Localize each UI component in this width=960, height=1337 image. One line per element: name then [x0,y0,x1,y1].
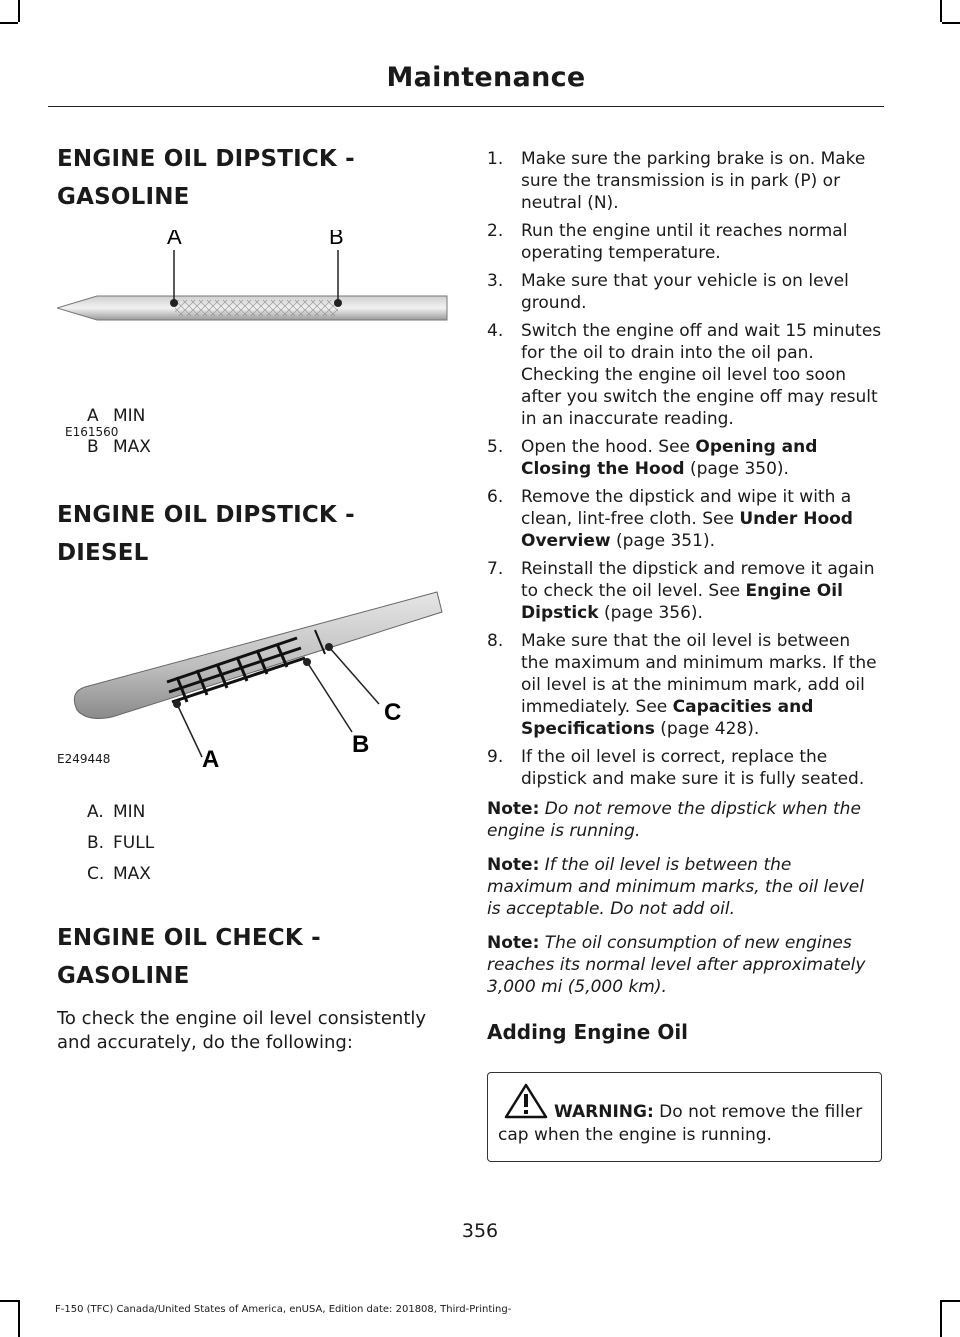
step-text [521,486,882,552]
step-number: 8. [487,631,504,651]
step-number: 4. [487,321,504,341]
step-item [487,630,882,740]
dipstick-diesel-illustration [57,582,452,772]
warning-label: WARNING: [554,1102,654,1122]
figure-code: E249448 [57,752,111,766]
crop-mark [0,1300,18,1302]
callout-dot [170,299,178,307]
note-label: Note: [487,855,540,875]
legend-value: MAX [113,436,151,457]
callout-dot [334,299,342,307]
step-number: 3. [487,271,504,291]
footer-edition-info: F-150 (TFC) Canada/United States of America, enUSA, Edition date: 201808, Third-Printing- [55,1304,512,1315]
step-list [487,148,882,790]
legend-row [57,796,452,827]
callout-dot [303,658,311,666]
step-number: 5. [487,437,504,457]
heading-line: ENGINE OIL CHECK - [57,925,321,951]
step-text-part: (page 351). [610,531,715,551]
note-label: Note: [487,799,540,819]
note-text: If the oil level is between the maximum and minimum marks, the oil level is acceptable. Do not add oil. [487,855,864,919]
crop-mark [0,22,18,24]
step-item [487,486,882,552]
callout-label: B [329,230,344,249]
step-text [521,436,882,480]
cross-reference-link[interactable]: Capacities and Specifications [521,697,814,739]
cross-reference-link[interactable]: Engine Oil Dipstick [521,581,843,623]
crop-mark [940,1300,942,1337]
step-item [487,270,882,314]
section-heading-dipstick-diesel: ENGINE OIL DIPSTICK - DIESEL [57,502,355,566]
legend-key: A. [87,801,104,822]
step-number: 7. [487,559,504,579]
step-text-part: Open the hood. See [521,437,696,457]
legend-key: B [87,436,99,457]
step-text [521,630,882,740]
step-number: 2. [487,221,504,241]
step-number: 9. [487,747,504,767]
step-text-part: (page 350). [684,459,789,479]
section-heading-dipstick-gasoline [57,140,452,216]
crop-mark [18,0,20,22]
note-text: Do not remove the dipstick when the engine is running. [487,799,861,841]
callout-label: B [352,731,370,758]
callout-label: C [384,699,402,726]
step-text: Switch the engine off and wait 15 minutes for the oil to drain into the oil pan. Checking the engine oil level too soon after you switch the engine off may result in an inaccurate reading. [521,321,882,429]
step-text: Run the engine until it reaches normal operating temperature. [521,221,848,263]
legend-value: FULL [113,832,155,853]
legend-diesel [57,796,452,889]
warning-box [487,1072,882,1162]
step-number: 1. [487,149,504,169]
callout-dot [325,643,333,651]
callout-dot [173,700,181,708]
step-text: Make sure that your vehicle is on level ground. [521,271,849,313]
crop-mark [940,0,942,22]
figure-code: E161560 [65,425,119,439]
step-number: 6. [487,487,504,507]
legend-value: MIN [113,801,146,822]
crosshatch-area [175,300,338,316]
note-label: Note: [487,933,540,953]
page-number: 356 [461,1220,499,1242]
cross-reference-link[interactable]: Opening and Closing the Hood [521,437,818,479]
step-text-part: Reinstall the dipstick and remove it again to check the oil level. See [521,559,875,601]
note [487,932,882,998]
warning-triangle-icon [504,1083,548,1126]
subsection-heading-adding-oil: Adding Engine Oil [487,1020,689,1044]
section-heading-oil-check [57,919,452,995]
note-text: The oil consumption of new engines reaches its normal level after approximately 3,000 mi (5,000 km). [487,933,866,997]
legend-key: A [87,405,99,426]
callout-label: A [202,746,220,772]
step-item [487,746,882,790]
step-item [487,148,882,214]
step-item [487,558,882,624]
right-column [487,148,882,1162]
step-item [487,220,882,264]
step-text-part: (page 428). [654,719,760,739]
warning-text: Do not remove the filler cap when the engine is running. [498,1102,863,1145]
note [487,854,882,920]
figure-dipstick-diesel [57,582,452,782]
step-item [487,320,882,430]
legend-row [57,858,452,889]
crop-mark [942,1300,960,1302]
left-column [57,140,452,1055]
step-text-part: Make sure that the oil level is between the maximum and minimum marks. If the oil level is at the minimum mark, add oil immediately. See [521,631,877,717]
step-text: Make sure the parking brake is on. Make sure the transmission is in park (P) or neutral (N). [521,149,866,213]
crop-mark [942,22,960,24]
heading-line: GASOLINE [57,963,190,989]
page-title: Maintenance [386,62,586,93]
crop-mark [18,1300,20,1337]
step-text-part: (page 356). [598,603,703,623]
heading-line: GASOLINE [57,184,190,210]
legend-key: B. [87,832,105,853]
legend-row [57,827,452,858]
intro-paragraph: To check the engine oil level consistently and accurately, do the following: [57,1008,427,1053]
legend-value: MIN [113,405,146,426]
heading-line: ENGINE OIL DIPSTICK - [57,146,355,172]
legend-key: C. [87,863,105,884]
page-header [48,58,884,107]
step-text: If the oil level is correct, replace the dipstick and make sure it is fully seated. [521,747,865,789]
note [487,798,882,842]
cross-reference-link[interactable]: Under Hood Overview [521,509,853,551]
step-text-part: Remove the dipstick and wipe it with a clean, lint-free cloth. See [521,487,852,529]
step-text [521,558,882,624]
step-item [487,436,882,480]
legend-value: MAX [113,863,151,884]
callout-label: A [167,230,182,249]
figure-dipstick-gasoline [57,230,452,500]
